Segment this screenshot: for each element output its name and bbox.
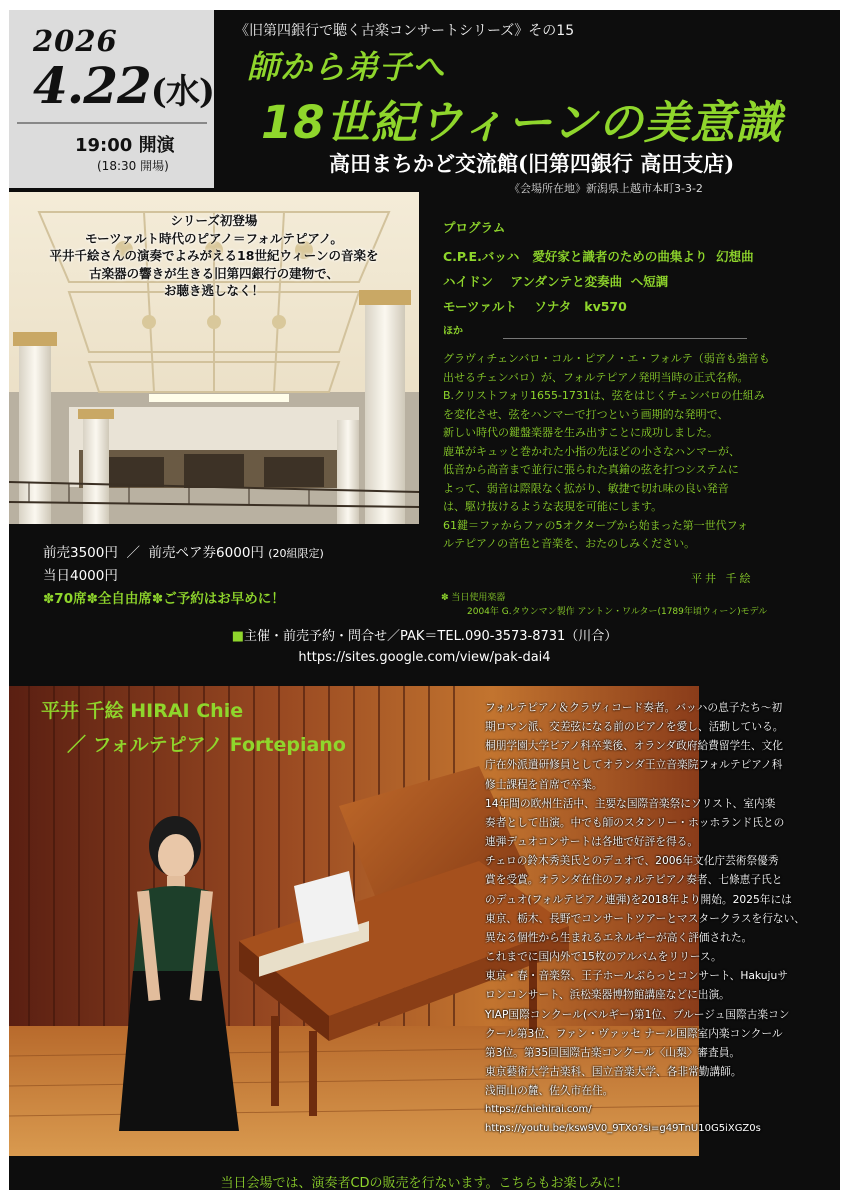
date-box bbox=[9, 10, 214, 188]
intro-line: お聴き逃しなく！ bbox=[163, 283, 264, 298]
bio-line: ロンコンサート、浜松楽器博物館講座などに出演。 bbox=[485, 988, 730, 1002]
cd-sales-note: 当日会場では、演奏者CDの販売を行ないます。こちらもお楽しみに！ bbox=[220, 1176, 629, 1190]
instrument-heading: ✽ 当日使用楽器 bbox=[441, 593, 506, 603]
fortepiano-description bbox=[443, 350, 835, 554]
work-title: ソナタ bbox=[534, 299, 572, 314]
bio-line: 賞を受賞。オランダ在住のフォルテピアノ奏者、七條恵子氏と bbox=[485, 873, 783, 887]
artist-video-link[interactable]: https://youtu.be/ksw9V0_9TXo?si=g49TnU10G5iXGZ0s bbox=[485, 1123, 761, 1135]
program-heading: プログラム bbox=[443, 220, 506, 235]
series-name: 《旧第四銀行で聴く古楽コンサートシリーズ》その15 bbox=[235, 23, 575, 39]
contact-text: 主催・前売予約・問合せ／PAK＝TEL.090-3573-8731（川合） bbox=[243, 629, 618, 644]
seating-note: ✽70席✽全自由席✽ご予約はお早めに！ bbox=[43, 591, 285, 607]
venue-name: 高田まちかど交流館(旧第四銀行 高田支店) bbox=[329, 151, 735, 176]
description-line: 出せるチェンバロ）が、フォルテピアノ発明当時の正式名称。 bbox=[443, 370, 749, 384]
bio-line: 奏者として出演。中でも師のスタンリー・ホッホランド氏との bbox=[485, 815, 785, 829]
bio-line: 桐朋学園大学ピアノ科卒業後、オランダ政府給費留学生、文化 bbox=[485, 739, 783, 753]
description-line: は、駆け抜けるような表現を可能にします。 bbox=[443, 500, 663, 513]
door-price: 当日4000円 bbox=[43, 568, 118, 584]
description-line: 61鍵＝ファからファの5オクターブから始まった第一世代フォ bbox=[443, 518, 749, 532]
bio-line: フォルテピアノ＆クラヴィコード奏者。バッハの息子たち～初 bbox=[485, 701, 783, 714]
description-line: よって、弱音は際限なく拡がり、敏捷で切れ味の良い発音 bbox=[443, 481, 729, 495]
work-subtitle: kv570 bbox=[584, 299, 627, 314]
bio-line: 期ロマン派、交差弦になる前のピアノを愛し、活動している。 bbox=[485, 720, 784, 734]
advance-price: 前売3500円 bbox=[43, 545, 118, 561]
composer: C.P.E.バッハ bbox=[443, 249, 520, 264]
concert-title-line1: 師から弟子へ bbox=[247, 48, 446, 86]
pair-limit: (20組限定) bbox=[268, 547, 324, 560]
description-line: B.クリストフォリ1655-1731は、弦をはじくチェンバロの仕組み bbox=[443, 389, 765, 402]
description-line: 新しい時代の鍵盤楽器を生み出すことに成功しました。 bbox=[443, 426, 718, 439]
bio-line: チェロの鈴木秀美氏とのデュオで、2006年文化庁芸術祭優秀 bbox=[485, 854, 779, 868]
month-day: 4.22 bbox=[33, 56, 151, 115]
intro-line: シリーズ初登場 bbox=[170, 213, 258, 228]
description-line: を変化させ、弦をハンマーで打つという画期的な発明で、 bbox=[443, 407, 729, 421]
concert-flyer bbox=[9, 10, 840, 1190]
doors-open-time: (18:30 開場) bbox=[97, 159, 169, 173]
program-item bbox=[443, 244, 833, 269]
bio-line: 異なる個性から生まれるエネルギーが高く評価された。 bbox=[485, 930, 753, 944]
work-title: 愛好家と識者のための曲集より bbox=[532, 249, 708, 264]
bio-line: 東京藝術大学古楽科、国立音楽大学、各非常勤講師。 bbox=[485, 1064, 742, 1078]
work-subtitle: 幻想曲 bbox=[716, 249, 754, 264]
contact-info bbox=[9, 626, 840, 668]
square-bullet-icon: ■ bbox=[231, 629, 244, 644]
work-subtitle: へ短調 bbox=[630, 274, 669, 289]
start-time: 19:00 開演 bbox=[75, 135, 175, 156]
artist-role: ／ フォルテピアノ Fortepiano bbox=[67, 734, 346, 756]
bio-line: 連弾デュオコンサートは各地で好評を得る。 bbox=[485, 835, 699, 849]
program-section bbox=[443, 218, 833, 337]
bio-line: 14年間の欧州生活中、主要な国際音楽祭にソリスト、室内楽 bbox=[485, 796, 776, 810]
composer: モーツァルト bbox=[443, 299, 517, 314]
description-signer: 平井 千絵 bbox=[691, 572, 754, 585]
date-divider bbox=[17, 122, 207, 124]
artist-biography bbox=[485, 698, 837, 1139]
description-line: 低音から高音まで並行に張られた真鍮の弦を打つシステムに bbox=[443, 463, 739, 476]
description-line: 鹿革がキュッと巻かれた小指の先ほどの小さなハンマーが、 bbox=[443, 444, 740, 458]
pair-price: 前売ペア券6000円 bbox=[148, 545, 264, 561]
composer: ハイドン bbox=[443, 274, 494, 289]
ticket-prices bbox=[43, 542, 324, 611]
artist-name: 平井 千絵 HIRAI Chie bbox=[41, 700, 244, 722]
artist-website-link[interactable]: https://chiehirai.com/ bbox=[485, 1104, 592, 1116]
organizer-url[interactable]: https://sites.google.com/view/pak-dai4 bbox=[298, 650, 551, 665]
bio-line: 浅間山の麓、佐久市在住。 bbox=[485, 1084, 614, 1098]
bio-line: これまでに国内外で15枚のアルバムをリリース。 bbox=[485, 950, 722, 964]
bio-line: YIAP国際コンクール(ベルギー)第1位、ブルージュ国際古楽コン bbox=[485, 1007, 790, 1021]
concert-date bbox=[33, 56, 214, 115]
bio-line: 第3位。第35回国際古楽コンクール〈山梨〉審査員。 bbox=[485, 1045, 741, 1059]
program-others: ほか bbox=[443, 326, 463, 337]
bio-line: 庁在外派遣研修員としてオランダ王立音楽院フォルテピアノ科 bbox=[485, 758, 783, 772]
bio-line: のデュオ(フォルテピアノ連弾)を2018年より開始。2025年には bbox=[485, 892, 792, 906]
bio-line: クール第3位、ファン・ヴァッセ ナール国際室内楽コンクール bbox=[485, 1026, 783, 1040]
description-line: グラヴィチェンバロ・コル・ピアノ・エ・フォルテ（弱音も強音も bbox=[443, 352, 770, 365]
weekday: (水) bbox=[150, 72, 214, 112]
program-item bbox=[443, 294, 833, 319]
program-divider bbox=[503, 338, 747, 339]
contact-line bbox=[9, 626, 840, 647]
intro-line: モーツァルト時代のピアノ＝フォルテピアノ。 bbox=[85, 230, 343, 246]
bio-line: 東京、栃木、長野でコンサートツアーとマスタークラスを行ない、 bbox=[485, 911, 805, 925]
description-line: ルテピアノの音色と音楽を、おたのしみください。 bbox=[443, 537, 696, 550]
bio-line: 修士課程を首席で卒業。 bbox=[485, 777, 603, 791]
intro-line: 平井千絵さんの演奏でよみがえる18世紀ウィーンの音楽を bbox=[49, 248, 379, 263]
price-separator: ／ bbox=[126, 545, 140, 561]
intro-text bbox=[17, 212, 411, 300]
advance-price-row bbox=[43, 542, 324, 565]
instrument-detail: 2004年 G.タウンマン製作 アントン・ワルター(1789年頃ウィーン)モデル bbox=[467, 607, 768, 617]
bio-line: 東京・春・音楽祭、王子ホールぶらっとコンサート、Hakujuサ bbox=[485, 969, 788, 983]
intro-line: 古楽器の響きが生きる旧第四銀行の建物で、 bbox=[89, 265, 339, 281]
venue-address: 《会場所在地》新潟県上越市本町3-3-2 bbox=[509, 182, 703, 195]
work-title: アンダンテと変奏曲 bbox=[510, 274, 623, 289]
concert-title-line2: 18世紀ウィーンの美意識 bbox=[261, 96, 783, 149]
program-item bbox=[443, 269, 833, 294]
concert-year: 2026 bbox=[33, 24, 118, 58]
